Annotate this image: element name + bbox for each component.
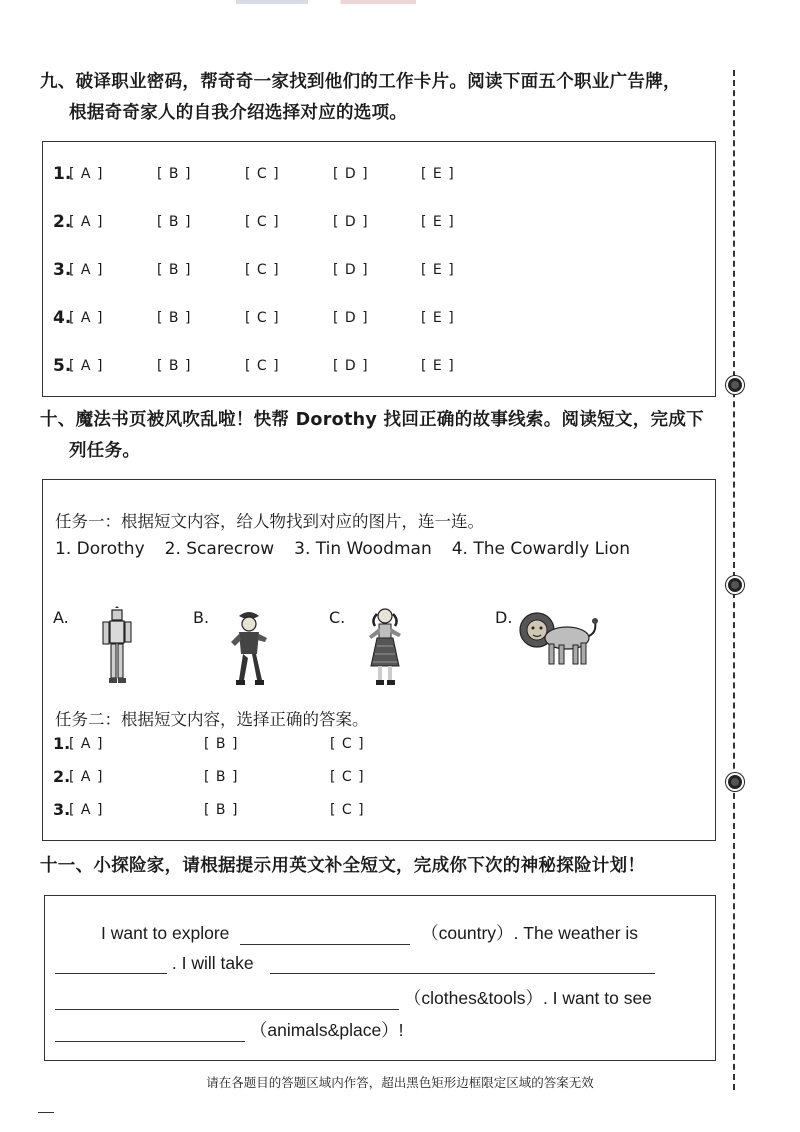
see-blank[interactable] <box>55 1023 245 1042</box>
name-tin-woodman: 3. Tin Woodman <box>294 539 432 559</box>
q10-title-line1: 十、魔法书页被风吹乱啦！快帮 Dorothy 找回正确的故事线索。阅读短文，完成下 <box>40 410 704 430</box>
character-names <box>55 539 650 559</box>
option-a[interactable]: [ A ] <box>69 262 104 278</box>
option-b[interactable]: [ B ] <box>157 214 192 230</box>
animals-place-text: （animals&place）! <box>249 1020 404 1040</box>
q9-answer-row <box>53 212 509 232</box>
row-number: 3. <box>53 260 72 280</box>
name-cowardly-lion: 4. The Cowardly Lion <box>451 539 630 559</box>
option-c[interactable]: [ C ] <box>245 262 280 278</box>
option-b[interactable]: [ B ] <box>157 310 192 326</box>
option-d[interactable]: [ D ] <box>333 262 369 278</box>
option-e[interactable]: [ E ] <box>421 166 455 182</box>
tin-woodman-icon <box>101 606 133 686</box>
option-b[interactable]: [ B ] <box>204 768 239 785</box>
option-a[interactable]: [ A ] <box>69 358 104 374</box>
pic-label-d: D. <box>495 608 513 627</box>
lion-icon <box>517 610 601 670</box>
q11-line-2 <box>55 953 655 974</box>
option-c[interactable]: [ C ] <box>330 801 365 818</box>
country-blank[interactable] <box>240 926 410 945</box>
option-a[interactable]: [ A ] <box>69 214 104 230</box>
take-text: . I will take <box>171 953 254 973</box>
binding-hole <box>726 773 744 791</box>
q11-title: 十一、小探险家，请根据提示用英文补全短文，完成你下次的神秘探险计划！ <box>40 856 646 876</box>
option-e[interactable]: [ E ] <box>421 358 455 374</box>
pic-label-a: A. <box>53 608 69 627</box>
q9-title-line1: 九、破译职业密码，帮奇奇一家找到他们的工作卡片。阅读下面五个职业广告牌， <box>40 72 681 92</box>
q9-answer-row <box>53 308 509 328</box>
explore-text: I want to explore <box>101 923 230 943</box>
take-blank-2[interactable] <box>55 991 399 1010</box>
weather-blank[interactable] <box>55 955 167 974</box>
scan-top-marks <box>236 0 416 4</box>
q11-line-3 <box>55 985 652 1010</box>
option-e[interactable]: [ E ] <box>421 214 455 230</box>
option-d[interactable]: [ D ] <box>333 358 369 374</box>
row-number: 4. <box>53 308 72 328</box>
option-b[interactable]: [ B ] <box>157 262 192 278</box>
option-e[interactable]: [ E ] <box>421 310 455 326</box>
option-d[interactable]: [ D ] <box>333 310 369 326</box>
option-c[interactable]: [ C ] <box>330 768 365 785</box>
footer-dash <box>38 1112 54 1113</box>
pic-label-c: C. <box>329 608 346 627</box>
dorothy-icon <box>365 606 405 688</box>
option-c[interactable]: [ C ] <box>245 166 280 182</box>
name-scarecrow: 2. Scarecrow <box>164 539 275 559</box>
row-number: 2. <box>53 212 72 232</box>
option-b[interactable]: [ B ] <box>204 801 239 818</box>
q9-title <box>40 67 724 129</box>
task2-instruction: 任务二：根据短文内容，选择正确的答案。 <box>55 710 369 729</box>
binding-hole <box>726 376 744 394</box>
footer-note: 请在各题目的答题区域内作答，超出黑色矩形边框限定区域的答案无效 <box>206 1075 594 1090</box>
q10-title-line2: 列任务。 <box>69 441 141 461</box>
option-c[interactable]: [ C ] <box>245 310 280 326</box>
scarecrow-icon <box>231 608 267 688</box>
q11-line-1 <box>101 920 638 945</box>
binding-hole <box>726 576 744 594</box>
q9-title-line2: 根据奇奇家人的自我介绍选择对应的选项。 <box>69 103 408 123</box>
option-b[interactable]: [ B ] <box>157 166 192 182</box>
q11-answer-box <box>44 895 716 1061</box>
option-e[interactable]: [ E ] <box>421 262 455 278</box>
option-a[interactable]: [ A ] <box>69 735 104 752</box>
option-b[interactable]: [ B ] <box>204 735 239 752</box>
q9-answer-box <box>42 141 716 397</box>
option-d[interactable]: [ D ] <box>333 214 369 230</box>
q9-answer-row <box>53 356 509 376</box>
option-c[interactable]: [ C ] <box>245 358 280 374</box>
q9-answer-row <box>53 260 509 280</box>
q10-answer-row <box>53 734 456 753</box>
weather-text: （country）. The weather is <box>421 923 639 943</box>
name-dorothy: 1. Dorothy <box>55 539 145 559</box>
option-a[interactable]: [ A ] <box>69 801 104 818</box>
option-b[interactable]: [ B ] <box>157 358 192 374</box>
q10-answer-row <box>53 800 456 819</box>
row-number: 2. <box>53 767 71 786</box>
option-c[interactable]: [ C ] <box>330 735 365 752</box>
option-a[interactable]: [ A ] <box>69 166 104 182</box>
row-number: 1. <box>53 164 72 184</box>
clothes-tools-text: （clothes&tools）. I want to see <box>403 988 652 1008</box>
option-a[interactable]: [ A ] <box>69 768 104 785</box>
option-c[interactable]: [ C ] <box>245 214 280 230</box>
q10-title <box>40 405 724 467</box>
q11-line-4 <box>55 1017 404 1042</box>
pic-label-b: B. <box>193 608 210 627</box>
row-number: 1. <box>53 734 71 753</box>
option-d[interactable]: [ D ] <box>333 166 369 182</box>
take-blank-1[interactable] <box>270 955 655 974</box>
task1-instruction: 任务一：根据短文内容，给人物找到对应的图片，连一连。 <box>55 512 484 531</box>
option-a[interactable]: [ A ] <box>69 310 104 326</box>
row-number: 5. <box>53 356 72 376</box>
q10-answer-box <box>42 479 716 841</box>
q10-answer-row <box>53 767 456 786</box>
row-number: 3. <box>53 800 71 819</box>
q9-answer-row <box>53 164 509 184</box>
